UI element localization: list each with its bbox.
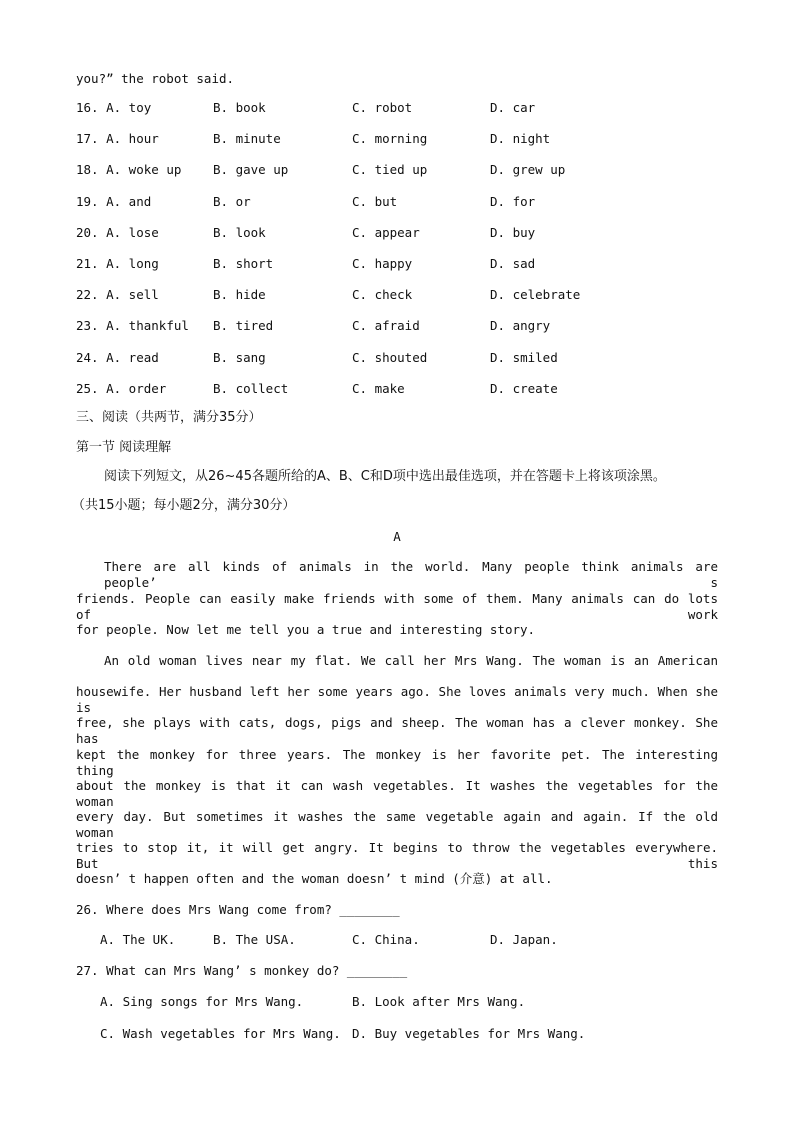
option-d: D. sad <box>490 256 536 271</box>
option-b: B. look <box>213 225 266 240</box>
option-b: B. book <box>213 100 266 115</box>
option-d: D. celebrate <box>490 287 581 302</box>
question-27-option-b: B. Look after Mrs Wang. <box>352 994 526 1009</box>
paragraph-1-line: for people. Now let me tell you a true and interesting story. <box>76 622 536 637</box>
option-b: B. collect <box>213 381 289 396</box>
question-number-a <box>76 100 151 116</box>
question-row-23 <box>76 318 551 334</box>
option-b: B. gave up <box>213 162 289 177</box>
option-a: A. and <box>106 194 152 209</box>
passage-tail-line: you?” the robot said. <box>76 71 235 86</box>
option-c: C. afraid <box>352 318 420 333</box>
question-number-a <box>76 381 166 397</box>
question-number: 17. <box>76 131 99 146</box>
paragraph-2-line: tries to stop it, it will get angry. It begins to throw the vegetables everywhere. But this <box>76 840 718 871</box>
question-number-a <box>76 318 189 334</box>
passage-label: A <box>393 529 401 544</box>
question-number: 20. <box>76 225 99 240</box>
question-row-16 <box>76 100 536 116</box>
question-row-18 <box>76 162 566 178</box>
option-b: B. or <box>213 194 251 209</box>
question-number: 23. <box>76 318 99 333</box>
paragraph-1-line: There are all kinds of animals in the world. Many people think animals are people’ s <box>104 559 718 590</box>
paragraph-2-line: free, she plays with cats, dogs, pigs and sheep. The woman has a clever monkey. She has <box>76 715 718 746</box>
question-27-option-d: D. Buy vegetables for Mrs Wang. <box>352 1026 586 1041</box>
section-title: 三、阅读（共两节，满分35分） <box>76 410 262 425</box>
question-26-option-a: A. The UK. <box>100 932 176 947</box>
option-a: A. order <box>106 381 167 396</box>
paragraph-2-line: An old woman lives near my flat. We call her Mrs Wang. The woman is an American <box>104 653 718 668</box>
question-number: 22. <box>76 287 99 302</box>
option-a: A. thankful <box>106 318 189 333</box>
subsection-title: 第一节 阅读理解 <box>76 440 172 455</box>
question-row-21 <box>76 256 536 272</box>
question-26-stem: 26. Where does Mrs Wang come from? ________ <box>76 902 400 917</box>
question-number: 21. <box>76 256 99 271</box>
question-number-a <box>76 287 159 303</box>
question-26-option-b: B. The USA. <box>213 932 296 947</box>
option-a: A. hour <box>106 131 159 146</box>
option-c: C. morning <box>352 131 428 146</box>
instructions-line-2: （共15小题；每小题2分，满分30分） <box>72 498 296 513</box>
question-number-a <box>76 194 151 210</box>
question-27-option-a: A. Sing songs for Mrs Wang. <box>100 994 304 1009</box>
question-number-a <box>76 225 159 241</box>
option-c: C. make <box>352 381 405 396</box>
question-number-a <box>76 162 181 178</box>
option-a: A. long <box>106 256 159 271</box>
option-c: C. robot <box>352 100 413 115</box>
question-row-17 <box>76 131 551 147</box>
option-d: D. car <box>490 100 536 115</box>
option-d: D. buy <box>490 225 536 240</box>
question-row-20 <box>76 225 536 241</box>
option-c: C. but <box>352 194 398 209</box>
option-a: A. sell <box>106 287 159 302</box>
option-d: D. angry <box>490 318 551 333</box>
paragraph-2-line: doesn’ t happen often and the woman doesn’ t mind (介意) at all. <box>76 871 553 886</box>
question-row-24 <box>76 350 558 366</box>
option-b: B. tired <box>213 318 274 333</box>
paragraph-2-line: kept the monkey for three years. The monkey is her favorite pet. The interesting thing <box>76 747 718 778</box>
question-row-25 <box>76 381 558 397</box>
option-c: C. happy <box>352 256 413 271</box>
question-number: 18. <box>76 162 99 177</box>
question-26-option-c: C. China. <box>352 932 420 947</box>
option-b: B. sang <box>213 350 266 365</box>
question-27-option-c: C. Wash vegetables for Mrs Wang. <box>100 1026 341 1041</box>
option-d: D. grew up <box>490 162 566 177</box>
question-27-stem: 27. What can Mrs Wang’ s monkey do? ________ <box>76 963 408 978</box>
option-d: D. night <box>490 131 551 146</box>
question-number: 19. <box>76 194 99 209</box>
option-c: C. check <box>352 287 413 302</box>
question-number: 25. <box>76 381 99 396</box>
paragraph-2-line: every day. But sometimes it washes the same vegetable again and again. If the old woman <box>76 809 718 840</box>
option-a: A. read <box>106 350 159 365</box>
question-row-19 <box>76 194 536 210</box>
option-d: D. create <box>490 381 558 396</box>
option-b: B. minute <box>213 131 281 146</box>
option-b: B. hide <box>213 287 266 302</box>
option-a: A. lose <box>106 225 159 240</box>
option-c: C. tied up <box>352 162 428 177</box>
question-26-option-d: D. Japan. <box>490 932 558 947</box>
instructions-line-1: 阅读下列短文，从26~45各题所给的A、B、C和D项中选出最佳选项，并在答题卡上将该项涂黑。 <box>104 469 666 484</box>
question-number-a <box>76 131 159 147</box>
option-b: B. short <box>213 256 274 271</box>
option-a: A. toy <box>106 100 152 115</box>
option-d: D. for <box>490 194 536 209</box>
option-c: C. appear <box>352 225 420 240</box>
question-number-a <box>76 350 159 366</box>
paragraph-2-line: about the monkey is that it can wash vegetables. It washes the vegetables for the woman <box>76 778 718 809</box>
option-c: C. shouted <box>352 350 428 365</box>
paragraph-1-line: friends. People can easily make friends with some of them. Many animals can do lots of work <box>76 591 718 622</box>
question-number-a <box>76 256 159 272</box>
question-row-22 <box>76 287 581 303</box>
paragraph-2-line: housewife. Her husband left her some years ago. She loves animals very much. When she is <box>76 684 718 715</box>
question-number: 16. <box>76 100 99 115</box>
question-number: 24. <box>76 350 99 365</box>
option-d: D. smiled <box>490 350 558 365</box>
option-a: A. woke up <box>106 162 182 177</box>
